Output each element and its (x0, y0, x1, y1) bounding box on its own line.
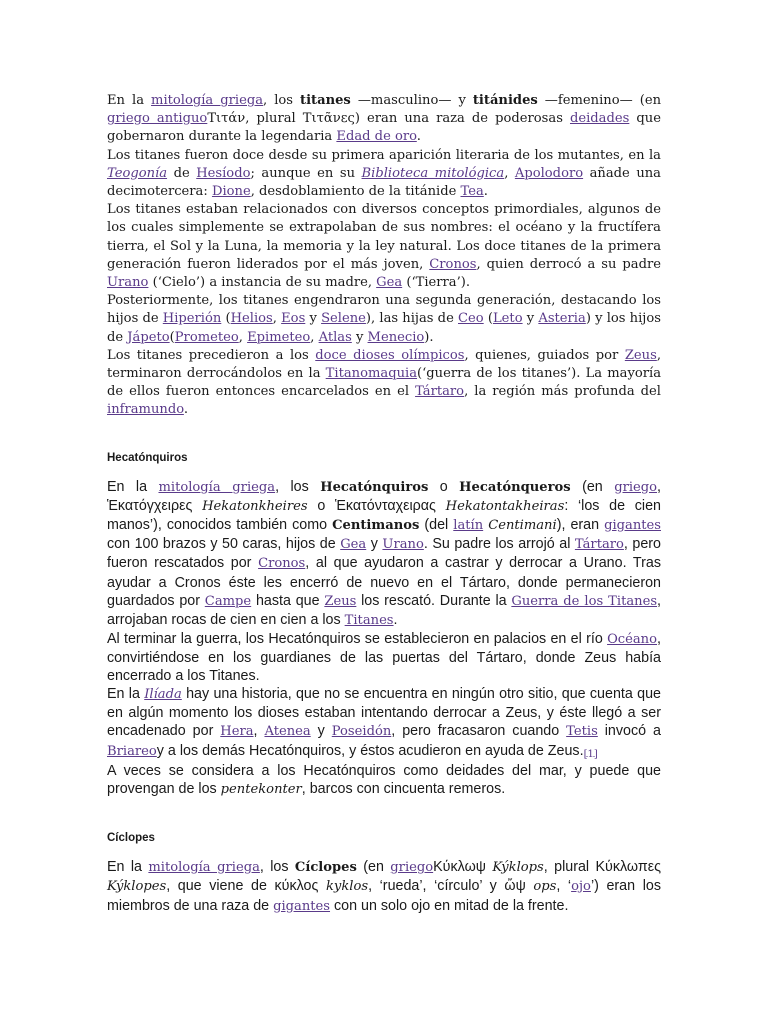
link-gigantes-2[interactable]: gigantes (273, 898, 331, 914)
link-oceano[interactable]: Océano (607, 632, 658, 648)
heading-ciclopes: Cíclopes (107, 832, 155, 845)
link-eos[interactable]: Eos (281, 311, 306, 327)
link-mitologia-griega-2[interactable]: mitología griega (158, 479, 276, 495)
link-atlas[interactable]: Atlas (318, 329, 352, 345)
hecatonquiros-paragraph-2: Al terminar la guerra, los Hecatónquiros se establecieron en palacios en el río Océano, convirtiéndose en los guardianes de las puertas del Tártaro, donde Zeus había encerrado a los Titanes. (107, 631, 661, 685)
link-inframundo[interactable]: inframundo (107, 402, 184, 418)
link-tartaro[interactable]: Tártaro (415, 384, 465, 400)
link-atenea[interactable]: Atenea (264, 724, 311, 740)
link-zeus-2[interactable]: Zeus (324, 593, 357, 609)
link-menecio[interactable]: Menecio (367, 329, 425, 345)
link-iliada[interactable]: Ilíada (144, 687, 182, 703)
link-tetis[interactable]: Tetis (566, 724, 598, 740)
link-biblioteca-mitologica[interactable]: Biblioteca mitológica (361, 165, 505, 181)
link-cronos[interactable]: Cronos (429, 256, 477, 272)
ciclopes-section (107, 858, 661, 916)
link-ojo[interactable]: ojo (571, 879, 591, 895)
titanes-section (107, 92, 661, 420)
link-titanomaquia[interactable]: Titanomaquia (325, 366, 418, 382)
link-doce-dioses-olimpicos[interactable]: doce dioses olímpicos (315, 347, 465, 363)
link-zeus[interactable]: Zeus (624, 347, 657, 363)
link-mitologia-griega[interactable]: mitología griega (151, 93, 264, 108)
link-griego-2[interactable]: griego (390, 860, 434, 876)
link-poseidon[interactable]: Poseidón (331, 724, 392, 740)
titanes-paragraph-4: Posteriormente, los titanes engendraron una segunda generación, destacando los hijos de Hiperión (Helios, Eos y Selene), las hijas de Ceo (Leto y Asteria) y los hijos de Jápeto(Prometeo, Epimeteo, Atlas y Menecio). (107, 293, 661, 345)
link-deidades[interactable]: deidades (569, 111, 630, 127)
link-ceo[interactable]: Ceo (458, 311, 484, 327)
heading-hecatonquiros: Hecatónquiros (107, 451, 188, 464)
titanes-paragraph-1: En la mitología griega, los titanes —masculino— y titánides —femenino— (en griego antiguoΤιτάν, plural Τιτᾶνες) eran una raza de poderosas deidades que gobernaron durante la legendaria Edad de oro. (107, 93, 662, 145)
link-hiperion[interactable]: Hiperión (162, 311, 222, 327)
link-prometeo[interactable]: Prometeo (174, 329, 239, 345)
link-helios[interactable]: Helios (230, 311, 273, 327)
link-urano[interactable]: Urano (107, 275, 149, 291)
titanes-paragraph-5: Los titanes precedieron a los doce dioses olímpicos, quienes, guiados por Zeus, terminaron derrocándolos en la Titanomaquia(‘guerra de los titanes’). La mayoría de ellos fueron entonces encarcelados en el Tártaro, la región más profunda del inframundo. (107, 347, 661, 418)
link-cronos-2[interactable]: Cronos (258, 556, 306, 572)
link-griego-antiguo[interactable]: griego antiguo (107, 111, 208, 127)
link-griego[interactable]: griego (614, 479, 658, 495)
link-mitologia-griega-3[interactable]: mitología griega (148, 860, 260, 876)
link-gigantes[interactable]: gigantes (604, 518, 661, 534)
link-apolodoro[interactable]: Apolodoro (514, 165, 584, 181)
document-page (107, 92, 661, 916)
link-urano-2[interactable]: Urano (382, 537, 424, 553)
link-gea-2[interactable]: Gea (340, 537, 367, 553)
titanes-paragraph-3: Los titanes estaban relacionados con diversos conceptos primordiales, algunos de los cuales simplemente se extrapolaban de sus nombres: el océano y la fructífera tierra, el Sol y la Luna, la memoria y la ley natural. Los doce titanes de la primera generación fueron liderados por el más joven, Cronos, quien derrocó a su padre Urano (‘Cielo’) a instancia de su madre, Gea (‘Tierra’). (107, 202, 661, 291)
link-gea[interactable]: Gea (376, 275, 403, 291)
link-hesiodo[interactable]: Hesíodo (196, 165, 251, 181)
reference-link-1[interactable]: [1] (583, 748, 598, 760)
link-asteria[interactable]: Asteria (538, 311, 586, 327)
link-tea[interactable]: Tea (460, 184, 484, 200)
link-epimeteo[interactable]: Epimeteo (247, 329, 311, 345)
link-edad-de-oro[interactable]: Edad de oro (336, 129, 417, 145)
link-briareo[interactable]: Briareo (107, 743, 157, 759)
hecatonquiros-paragraph-1: En la mitología griega, los Hecatónquiros o Hecatónqueros (en griego, Ἑκατόγχειρες Hekatonkheires o Ἑκατόνταχειρας Hekatontakheiras: ‘los de cien manos’), conocidos también como Centimanos (del latín Centimani), eran gigantes con 100 brazos y 50 caras, hijos de Gea y Urano. Su padre los arrojó al Tártaro, pero fueron rescatados por Cronos, al que ayudaron a castrar y derrocar a Urano. Tras ayudar a Cronos éste les encerró de nuevo en el Tártaro, donde permanecieron guardados por Campe hasta que Zeus los rescató. Durante la Guerra de los Titanes, arrojaban rocas de cien en cien a los Titanes. (107, 478, 662, 628)
link-selene[interactable]: Selene (321, 311, 366, 327)
titanes-paragraph-2: Los titanes fueron doce desde su primera aparición literaria de los mutantes, en la Teogonía de Hesíodo; aunque en su Biblioteca mitológica, Apolodoro añade una decimotercera: Dione, desdoblamiento de la titánide Tea. (107, 147, 661, 200)
hecatonquiros-paragraph-3: En la Ilíada hay una historia, que no se encuentra en ningún otro sitio, que cuenta que en algún momento los dioses estaban intentando derrocar a Zeus, y éste llegó a ser encadenado por Hera, Atenea y Poseidón, pero fracasaron cuando Tetis invocó a Briareoy a los demás Hecatónquiros, y éstos acudieron en ayuda de Zeus.[1] (107, 686, 661, 760)
hecatonquiros-paragraph-4: A veces se considera a los Hecatónquiros como deidades del mar, y puede que provengan de los pentekonter, barcos con cincuenta remeros. (107, 762, 661, 797)
link-guerra-de-los-titanes[interactable]: Guerra de los Titanes (511, 593, 658, 609)
hecatonquiros-section (107, 478, 661, 799)
link-teogonia[interactable]: Teogonía (107, 165, 168, 181)
link-campe[interactable]: Campe (204, 593, 252, 609)
link-hera[interactable]: Hera (220, 724, 254, 740)
link-tartaro-2[interactable]: Tártaro (574, 537, 624, 553)
link-leto[interactable]: Leto (492, 311, 523, 327)
link-dione[interactable]: Dione (211, 184, 251, 200)
ciclopes-paragraph-1: En la mitología griega, los Cíclopes (en griegoΚύκλωψ Kýklops, plural Κύκλωπες Kýklopes, que viene de κύκλος kyklos, ‘rueda’, ‘círculo’ y ὤψ ops, ‘ojo’) eran los miembros de una raza de gigantes con un solo ojo en mitad de la frente. (107, 859, 661, 914)
link-japeto[interactable]: Jápeto (127, 329, 170, 345)
link-titanes[interactable]: Titanes (344, 612, 394, 628)
link-latin[interactable]: latín (453, 518, 484, 534)
